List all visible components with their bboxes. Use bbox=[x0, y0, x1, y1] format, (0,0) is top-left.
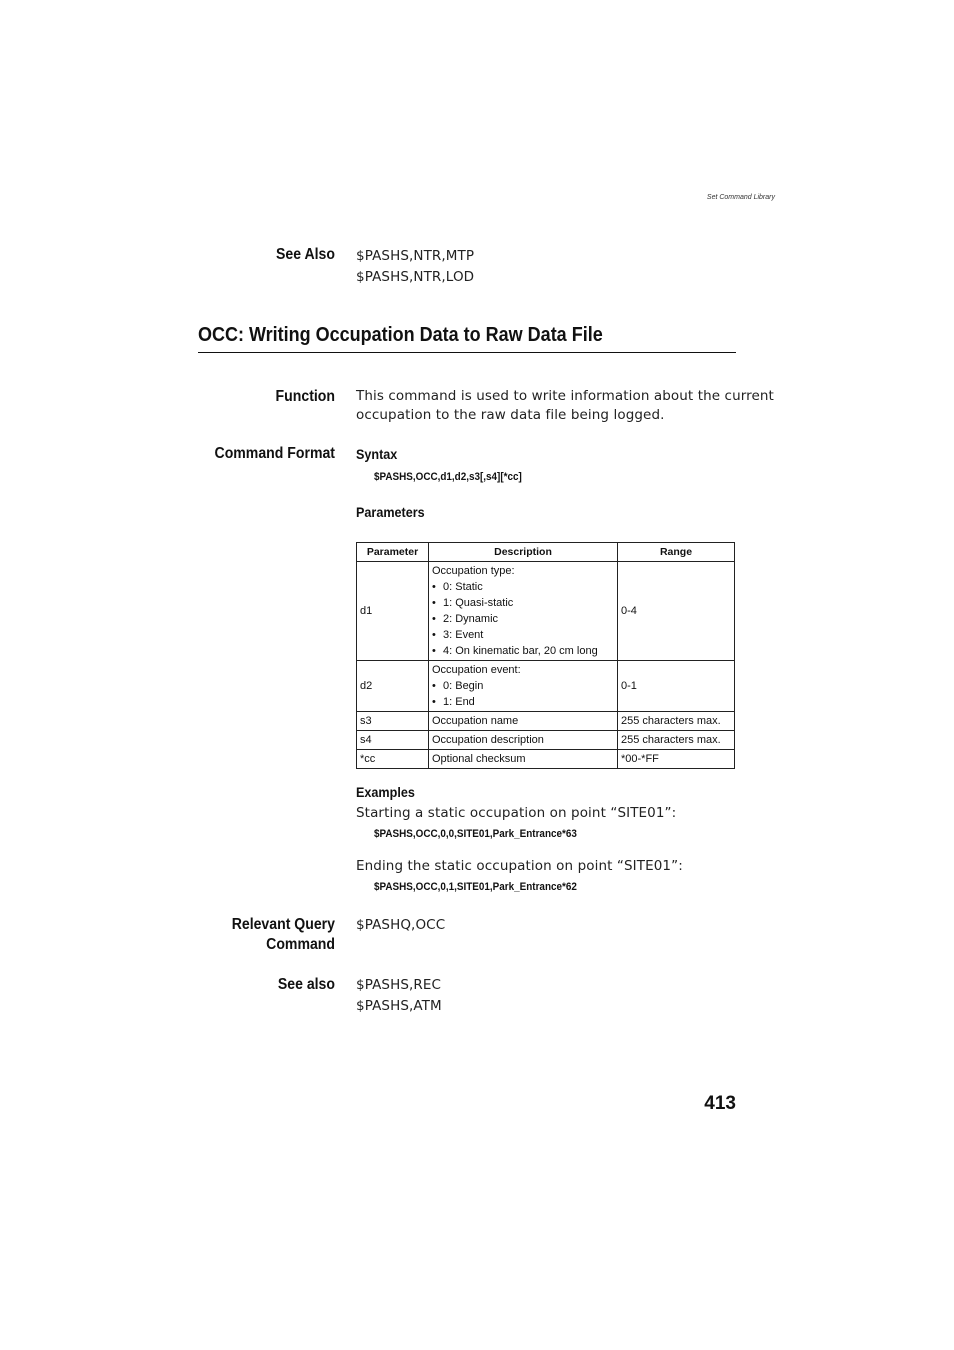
relevant-query-label-line: Relevant Query bbox=[231, 916, 335, 933]
example-1-code: $PASHS,OCC,0,0,SITE01,Park_Entrance*63 bbox=[374, 828, 577, 840]
cell-range: 0-4 bbox=[618, 562, 735, 661]
command-format-label: Command Format bbox=[214, 445, 335, 462]
cell-parameter: d2 bbox=[357, 661, 429, 712]
example-2-text: Ending the static occupation on point “SITE01”: bbox=[356, 858, 683, 874]
cell-range: 255 characters max. bbox=[618, 731, 735, 750]
running-head: Set Command Library bbox=[706, 194, 775, 201]
table-row bbox=[357, 750, 735, 769]
function-line: occupation to the raw data file being logged. bbox=[356, 407, 665, 423]
syntax-heading: Syntax bbox=[356, 446, 398, 462]
list-item: • 0: Begin bbox=[432, 678, 614, 694]
cell-range: *00-*FF bbox=[618, 750, 735, 769]
examples-heading: Examples bbox=[356, 784, 415, 800]
example-1-text: Starting a static occupation on point “SITE01”: bbox=[356, 805, 677, 821]
table-row bbox=[357, 712, 735, 731]
description-title: Occupation type: bbox=[432, 565, 515, 577]
function-line: This command is used to write information about the current bbox=[356, 388, 774, 404]
parameters-table bbox=[356, 542, 735, 769]
see-also-item: $PASHS,NTR,LOD bbox=[356, 269, 475, 285]
list-item: • 0: Static bbox=[432, 579, 614, 595]
list-item: • 2: Dynamic bbox=[432, 611, 614, 627]
see-also-item: $PASHS,NTR,MTP bbox=[356, 248, 475, 264]
function-label: Function bbox=[275, 388, 335, 405]
example-2-code: $PASHS,OCC,0,1,SITE01,Park_Entrance*62 bbox=[374, 881, 577, 893]
header-parameter: Parameter bbox=[357, 543, 429, 562]
see-also-list bbox=[356, 246, 474, 288]
syntax-code: $PASHS,OCC,d1,d2,s3[,s4][*cc] bbox=[374, 471, 522, 483]
cell-description bbox=[429, 562, 618, 661]
see-also-item: $PASHS,ATM bbox=[356, 998, 442, 1014]
see-also-label: See Also bbox=[276, 246, 335, 263]
list-item: • 1: End bbox=[432, 694, 614, 710]
cell-description: Optional checksum bbox=[429, 750, 618, 769]
parameters-heading: Parameters bbox=[356, 504, 425, 520]
cell-parameter: s3 bbox=[357, 712, 429, 731]
table-row bbox=[357, 731, 735, 750]
relevant-query-value: $PASHQ,OCC bbox=[356, 917, 446, 933]
bullet-list bbox=[432, 678, 614, 710]
page-number: 413 bbox=[704, 1093, 736, 1114]
relevant-query-label-line: Command bbox=[266, 936, 335, 953]
cell-description: Occupation name bbox=[429, 712, 618, 731]
description-title: Occupation event: bbox=[432, 664, 521, 676]
section-title: OCC: Writing Occupation Data to Raw Data File bbox=[198, 324, 603, 346]
cell-parameter: *cc bbox=[357, 750, 429, 769]
table-row bbox=[357, 661, 735, 712]
bullet-list bbox=[432, 579, 614, 659]
section-rule bbox=[198, 352, 736, 353]
header-description: Description bbox=[429, 543, 618, 562]
see-also-bottom-list bbox=[356, 975, 442, 1017]
cell-range: 255 characters max. bbox=[618, 712, 735, 731]
relevant-query-label bbox=[172, 915, 335, 955]
table-header-row bbox=[357, 543, 735, 562]
cell-parameter: d1 bbox=[357, 562, 429, 661]
see-also-item: $PASHS,REC bbox=[356, 977, 442, 993]
cell-description: Occupation description bbox=[429, 731, 618, 750]
list-item: • 4: On kinematic bar, 20 cm long bbox=[432, 643, 614, 659]
cell-parameter: s4 bbox=[357, 731, 429, 750]
function-text bbox=[356, 387, 774, 425]
see-also-bottom-label: See also bbox=[277, 976, 335, 993]
cell-description bbox=[429, 661, 618, 712]
list-item: • 3: Event bbox=[432, 627, 614, 643]
cell-range: 0-1 bbox=[618, 661, 735, 712]
header-range: Range bbox=[618, 543, 735, 562]
table-row bbox=[357, 562, 735, 661]
list-item: • 1: Quasi-static bbox=[432, 595, 614, 611]
